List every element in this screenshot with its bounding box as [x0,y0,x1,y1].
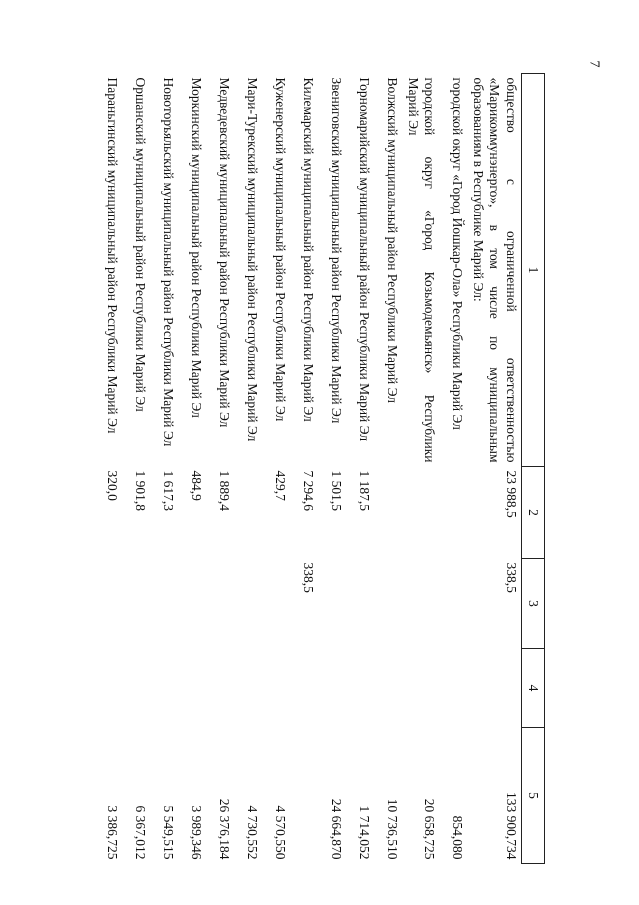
entity-name-line: «Марикоммунэнерго», в том числе по муниципальным [487,77,503,463]
value-cell-c4 [346,649,374,728]
entity-name-line: Моркинский муниципальный район Республики Марий Эл [189,77,205,418]
entity-name-cell [346,74,374,467]
table-row [318,74,346,864]
column-header: 4 [521,649,544,728]
value-cell-c2: 1 187,5 [357,470,373,511]
value-cell-c3 [346,559,374,649]
value-cell-c5: 5 549,515 [161,805,177,860]
value-cell-c4 [206,649,234,728]
table-row [402,74,439,864]
entity-name-line: Килемарский муниципальный район Республики Марий Эл [301,77,317,422]
value-cell-c2: 1 617,3 [161,470,177,511]
value-cell-c5: 20 658,725 [422,798,438,860]
value-cell-c3: 338,5 [301,562,317,593]
value-cell-c5: 3 989,346 [189,805,205,860]
column-header: 2 [521,467,544,559]
table-row [467,74,521,864]
table-row [122,74,150,864]
value-cell-c2: 484,9 [189,470,205,501]
column-header: 3 [521,559,544,649]
value-cell-c5: 133 900,734 [503,792,519,860]
value-cell-c5: 3 386,725 [105,805,121,860]
value-cell-c5: 4 570,550 [273,805,289,860]
value-cell-c4 [122,649,150,728]
table-row [234,74,262,864]
entity-name-cell [178,74,206,467]
value-cell-c3 [402,559,439,649]
value-cell-c2 [439,467,467,559]
entity-name-line: Марий Эл [405,77,421,136]
entity-name-line: Оршанский муниципальный район Республики Марий Эл [133,77,149,412]
value-cell-c5: 26 376,184 [217,798,233,860]
value-cell-c3 [262,559,290,649]
value-cell-c4 [439,649,467,728]
value-cell-c3 [374,559,402,649]
entity-name-cell [234,74,262,467]
value-cell-c4 [94,649,122,728]
value-cell-c5: 854,080 [450,815,466,860]
entity-name-line: образованиям в Республике Марий Эл: [470,77,486,302]
entity-name-line: Куженерский муниципальный район Республики Марий Эл [273,77,289,422]
value-cell-c4 [374,649,402,728]
value-cell-c2: 320,0 [105,470,121,501]
entity-name-cell [262,74,290,467]
table-row [439,74,467,864]
value-cell-c5: 24 664,870 [329,798,345,860]
value-cell-c3: 338,5 [503,562,519,593]
entity-name-line: городской округ «Город Йошкар-Ола» Республики Марий Эл [450,77,466,430]
budget-table [94,73,545,864]
table-row [150,74,178,864]
entity-name-line: Звениговский муниципальный район Республики Марий Эл [329,77,345,424]
value-cell-c2: 23 988,5 [503,470,519,518]
table-header-row [521,74,544,864]
value-cell-c4 [290,649,318,728]
entity-name-cell [439,74,467,467]
entity-name-line: Горномарийский муниципальный район Республики Марий Эл [357,77,373,442]
entity-name-line: общество с ограниченной ответственностью [503,77,519,463]
value-cell-c3 [318,559,346,649]
table-row [206,74,234,864]
value-cell-c5: 1 714,052 [357,805,373,860]
value-cell-c3 [150,559,178,649]
value-cell-c2 [374,467,402,559]
value-cell-c4 [318,649,346,728]
value-cell-c4 [178,649,206,728]
entity-name-line: Мари-Турекский муниципальный район Республики Марий Эл [245,77,261,442]
value-cell-c3 [122,559,150,649]
entity-name-line: Параньгинский муниципальный район Республики Марий Эл [105,77,121,434]
table-row [178,74,206,864]
value-cell-c4 [262,649,290,728]
entity-name-line: Волжский муниципальный район Республики Марий Эл [385,77,401,404]
value-cell-c4 [150,649,178,728]
value-cell-c3 [234,559,262,649]
table-row [290,74,318,864]
value-cell-c3 [178,559,206,649]
column-header: 5 [521,728,544,864]
table-row [346,74,374,864]
entity-name-cell [94,74,122,467]
value-cell-c4 [234,649,262,728]
entity-name-cell [150,74,178,467]
table-row [94,74,122,864]
value-cell-c3 [439,559,467,649]
entity-name-cell [206,74,234,467]
value-cell-c2: 7 294,6 [301,470,317,511]
entity-name-line: Медведевский муниципальный район Республики Марий Эл [217,77,233,428]
value-cell-c2: 1 901,8 [133,470,149,511]
entity-name-cell [290,74,318,467]
value-cell-c2: 1 889,4 [217,470,233,511]
entity-name-line: Новоторъяльский муниципальный район Республики Марий Эл [161,77,177,447]
value-cell-c2 [234,467,262,559]
value-cell-c2: 429,7 [273,470,289,501]
entity-name-cell [374,74,402,467]
entity-name-cell [318,74,346,467]
entity-name-cell [402,74,439,467]
value-cell-c3 [94,559,122,649]
value-cell-c4 [402,649,439,728]
rotated-table-container [105,73,545,863]
column-header: 1 [521,74,544,467]
value-cell-c3 [206,559,234,649]
entity-name-line: городской округ «Город Козьмодемьянск» Республики [422,77,438,463]
value-cell-c2: 1 501,5 [329,470,345,511]
value-cell-c5: 10 736,510 [385,798,401,860]
value-cell-c5: 4 730,552 [245,805,261,860]
value-cell-c4 [467,649,521,728]
value-cell-c2 [402,467,439,559]
entity-name-cell [122,74,150,467]
page-number: 7 [586,60,602,68]
table-row [262,74,290,864]
table-row [374,74,402,864]
value-cell-c5 [290,728,318,864]
value-cell-c5: 6 367,012 [133,805,149,860]
entity-name-cell [467,74,521,467]
